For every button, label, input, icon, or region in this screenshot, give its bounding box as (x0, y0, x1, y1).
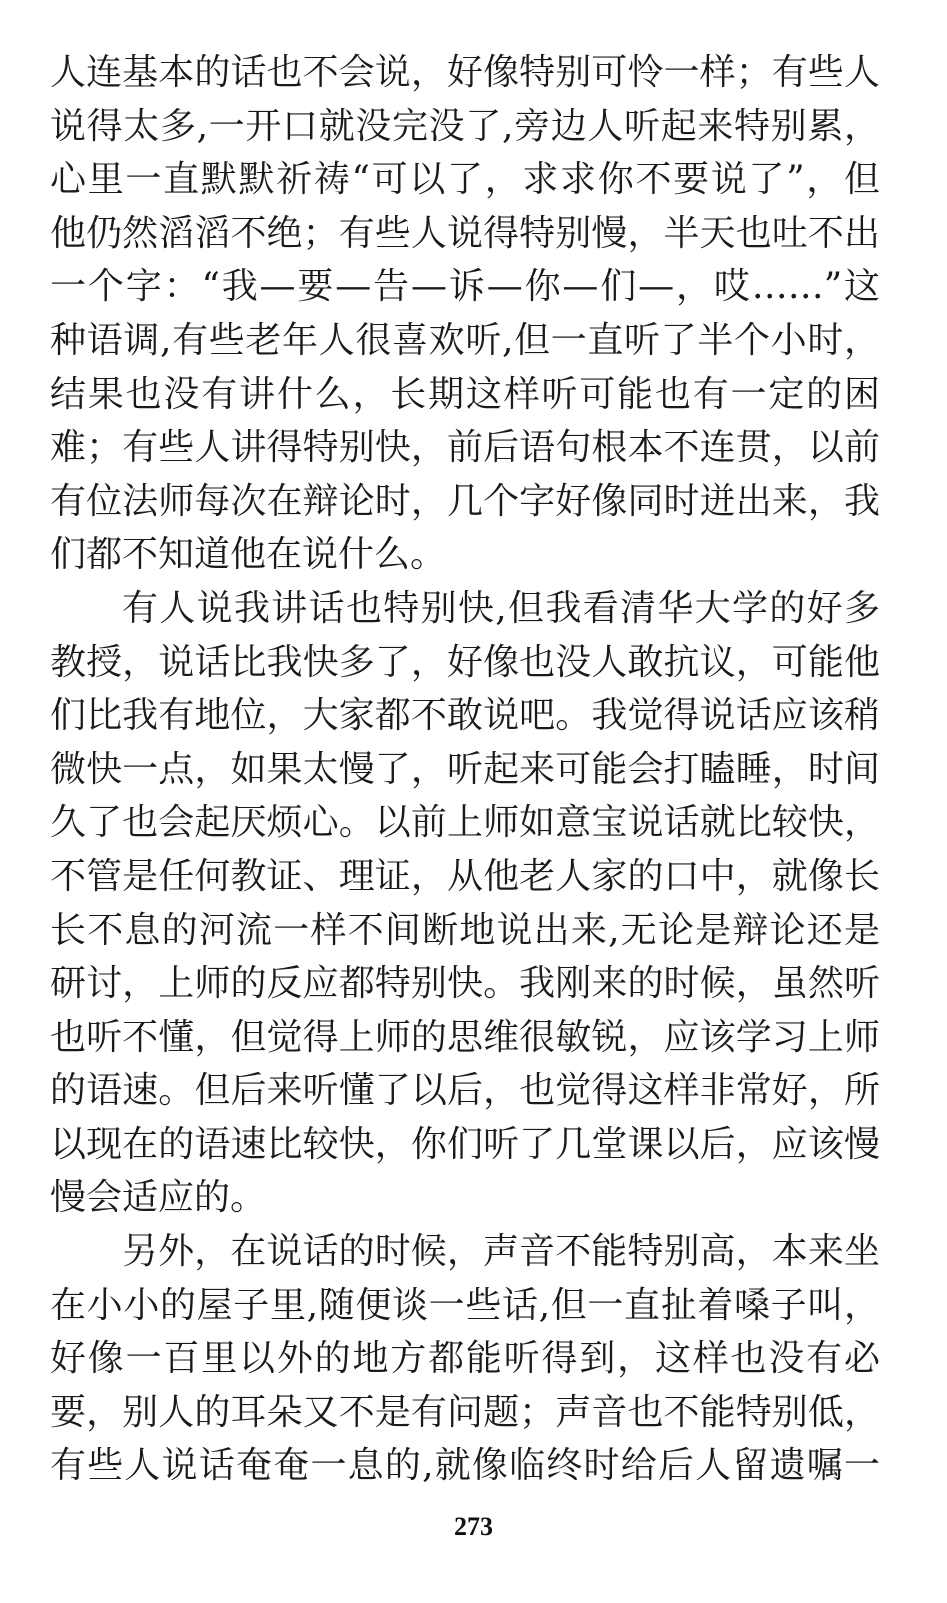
text-line: 们比我有地位，大家都不敢说吧。我觉得说话应该稍 (50, 695, 880, 737)
text-line: 结果也没有讲什么，长期这样听可能也有一定的困 (50, 373, 880, 415)
text-line: 说得太多,一开口就没完没了,旁边人听起来特别累， (50, 105, 880, 147)
text-line: 另外，在说话的时候，声音不能特别高，本来坐 (122, 1231, 880, 1273)
text-line: 久了也会起厌烦心。以前上师如意宝说话就比较快， (50, 802, 880, 844)
text-line: 们都不知道他在说什么。 (50, 534, 447, 576)
text-line: 的语速。但后来听懂了以后，也觉得这样非常好，所 (50, 1070, 880, 1112)
text-line: 有人说我讲话也特别快,但我看清华大学的好多 (122, 587, 880, 629)
page-number: 273 (454, 1512, 493, 1541)
text-line: 要，别人的耳朵又不是有问题；声音也不能特别低， (50, 1391, 880, 1433)
text-line: 难；有些人讲得特别快，前后语句根本不连贯，以前 (50, 427, 880, 469)
text-line: 心里一直默默祈祷“可以了，求求你不要说了”，但 (50, 159, 880, 201)
text-line: 也听不懂，但觉得上师的思维很敏锐，应该学习上师 (50, 1016, 880, 1058)
text-line: 长不息的河流一样不间断地说出来,无论是辩论还是 (50, 909, 880, 951)
text-line: 人连基本的话也不会说，好像特别可怜一样；有些人 (50, 52, 880, 93)
text-line: 种语调,有些老年人很喜欢听,但一直听了半个小时， (50, 319, 880, 361)
text-line: 有些人说话奄奄一息的,就像临终时给后人留遗嘱一 (50, 1445, 880, 1487)
text-line: 一个字：“我—要—告—诉—你—们—，哎……”这 (50, 266, 880, 308)
text-line: 有位法师每次在辩论时，几个字好像同时迸出来，我 (50, 480, 880, 522)
text-line: 不管是任何教证、理证，从他老人家的口中，就像长 (50, 855, 880, 897)
body-text (50, 46, 880, 1493)
text-line: 在小小的屋子里,随便谈一些话,但一直扯着嗓子叫， (50, 1284, 880, 1326)
text-line: 他仍然滔滔不绝；有些人说得特别慢，半天也吐不出 (50, 212, 880, 254)
text-line: 研讨，上师的反应都特别快。我刚来的时候，虽然听 (50, 963, 880, 1005)
text-line: 以现在的语速比较快，你们听了几堂课以后，应该慢 (50, 1123, 880, 1165)
text-line: 慢会适应的。 (50, 1177, 267, 1219)
text-line: 微快一点，如果太慢了，听起来可能会打瞌睡，时间 (50, 748, 880, 790)
text-line: 好像一百里以外的地方都能听得到，这样也没有必 (50, 1338, 880, 1380)
text-line: 教授，说话比我快多了，好像也没人敢抗议，可能他 (50, 641, 880, 683)
